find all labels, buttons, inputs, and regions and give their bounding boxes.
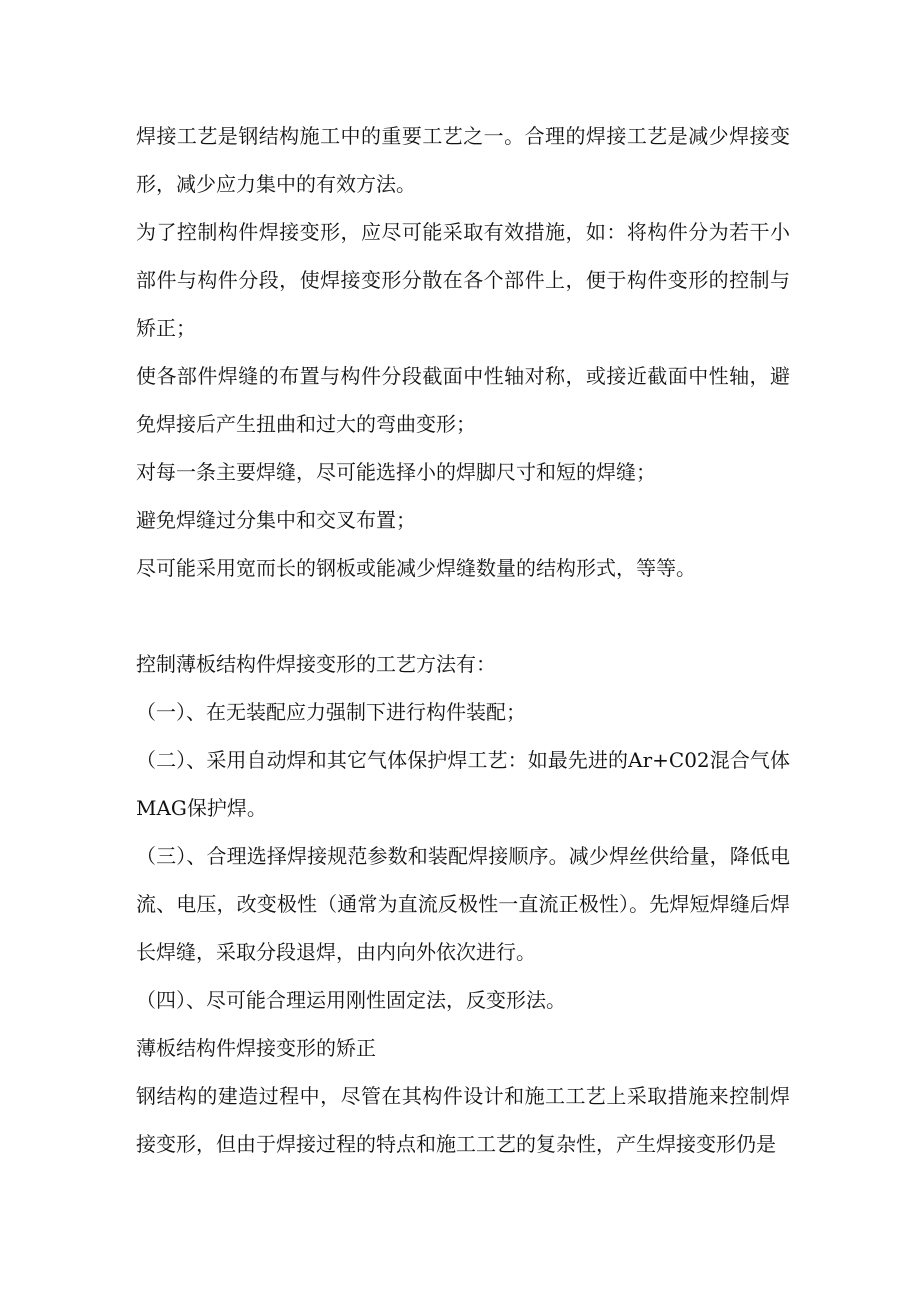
paragraph-control-measures: 为了控制构件焊接变形，应尽可能采取有效措施，如：将构件分为若干小部件与构件分段，使焊接变形分散在各个部件上，便于构件变形的控制与矫正； bbox=[136, 220, 790, 340]
list-item-2: （二）、采用自动焊和其它气体保护焊工艺：如最先进的Ar+C02混合气体MAG保护焊。 bbox=[136, 748, 790, 820]
paragraph-symmetry: 使各部件焊缝的布置与构件分段截面中性轴对称，或接近截面中性轴，避免焊接后产生扭曲和过大的弯曲变形； bbox=[136, 364, 790, 436]
paragraph-weld-size: 对每一条主要焊缝，尽可能选择小的焊脚尺寸和短的焊缝； bbox=[136, 460, 656, 484]
list-item-4: （四）、尽可能合理运用刚性固定法，反变形法。 bbox=[136, 988, 566, 1012]
paragraph-correction-body: 钢结构的建造过程中，尽管在其构件设计和施工工艺上采取措施来控制焊接变形，但由于焊接过程的特点和施工工艺的复杂性，产生焊接变形仍是 bbox=[136, 1084, 790, 1156]
list-item-3: （三）、合理选择焊接规范参数和装配焊接顺序。减少焊丝供给量，降低电流、电压，改变极性（通常为直流反极性一直流正极性）。先焊短焊缝后焊长焊缝，采取分段退焊，由内向外依次进行。 bbox=[136, 844, 790, 964]
section-heading-correction: 薄板结构件焊接变形的矫正 bbox=[136, 1036, 376, 1060]
paragraph-thin-plate-methods: 控制薄板结构件焊接变形的工艺方法有： bbox=[136, 652, 496, 676]
list-item-1: （一）、在无装配应力强制下进行构件装配； bbox=[136, 700, 526, 724]
document-page bbox=[136, 112, 790, 1168]
paragraph-avoid-concentration: 避免焊缝过分集中和交叉布置； bbox=[136, 508, 416, 532]
paragraph-wide-plates: 尽可能采用宽而长的钢板或能减少焊缝数量的结构形式，等等。 bbox=[136, 556, 696, 580]
paragraph-intro: 焊接工艺是钢结构施工中的重要工艺之一。合理的焊接工艺是减少焊接变形，减少应力集中的有效方法。 bbox=[136, 124, 790, 196]
paragraph-spacer bbox=[136, 592, 790, 640]
